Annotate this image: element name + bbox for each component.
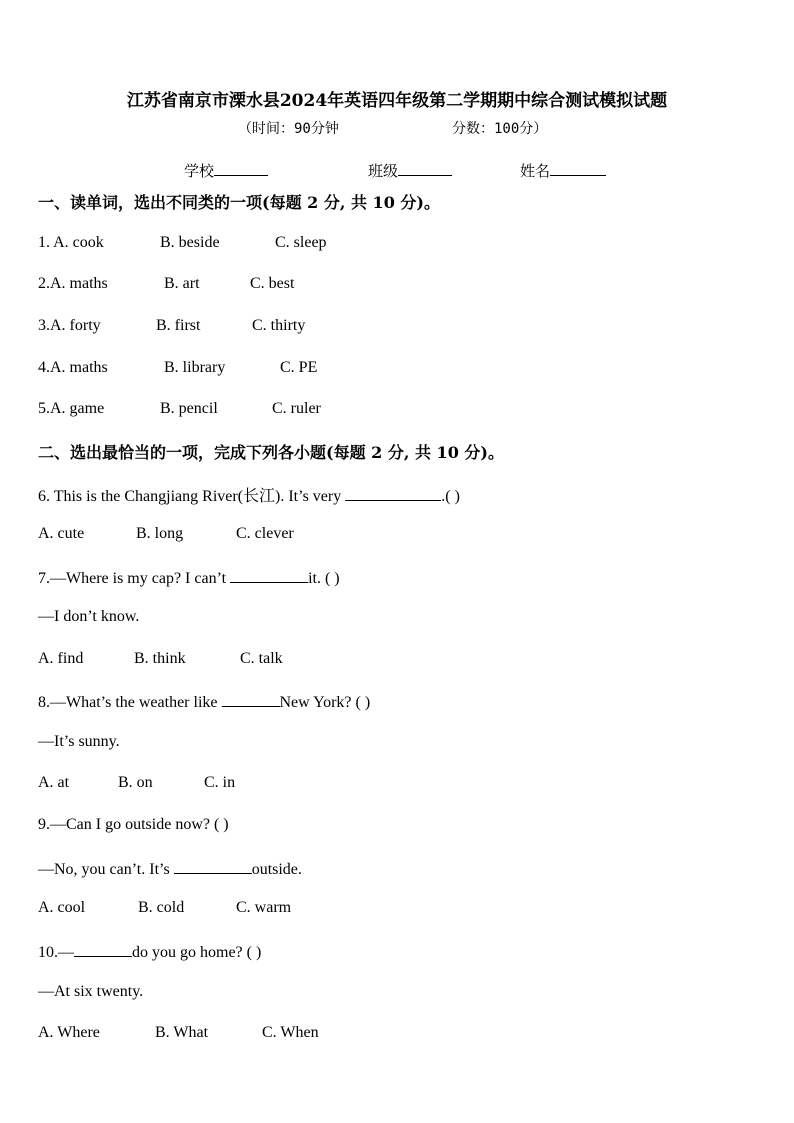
- class-blank[interactable]: [398, 161, 452, 176]
- question-3-option-b: B. first: [156, 317, 201, 334]
- question-7-answer-paren: it. ( ): [308, 570, 340, 587]
- question-3-option-a: 3.A. forty: [38, 317, 101, 334]
- question-5-option-b: B. pencil: [160, 400, 218, 417]
- question-7-option-b: B. think: [134, 650, 186, 667]
- question-2-option-a: 2.A. maths: [38, 275, 108, 292]
- question-7-option-a: A. find: [38, 650, 84, 667]
- question-9-reply-text: —No, you can’t. It’s: [38, 861, 174, 878]
- section-1-heading: 一、读单词，选出不同类的一项(每题 2 分, 共 10 分)。: [38, 193, 440, 212]
- question-9-option-b: B. cold: [138, 899, 185, 916]
- question-9-reply: [38, 858, 302, 879]
- question-10-number: 10.—: [38, 944, 74, 961]
- question-1-option-c: C. sleep: [275, 234, 327, 251]
- question-1-option-a: 1. A. cook: [38, 234, 104, 251]
- question-6-option-b: B. long: [136, 525, 184, 542]
- question-5-option-c: C. ruler: [272, 400, 321, 417]
- class-field: [368, 160, 452, 181]
- question-6-blank[interactable]: [345, 485, 441, 501]
- question-8-reply: —It’s sunny.: [38, 733, 120, 750]
- exam-score: 分数：100分）: [452, 121, 548, 137]
- question-8-answer-paren: New York? ( ): [279, 694, 371, 711]
- exam-time: （时间：90分钟: [238, 121, 339, 137]
- question-10-reply: —At six twenty.: [38, 983, 144, 1000]
- question-6-option-c: C. clever: [236, 525, 294, 542]
- question-4-option-b: B. library: [164, 359, 226, 376]
- section-2-heading: 二、选出最恰当的一项，完成下列各小题(每题 2 分, 共 10 分)。: [38, 443, 504, 462]
- question-10-text: do you go home? ( ): [132, 944, 262, 961]
- question-8-text: 8.—What’s the weather like: [38, 694, 222, 711]
- class-label: 班级: [368, 162, 399, 180]
- question-2-option-b: B. art: [164, 275, 200, 292]
- question-8-stem: [38, 691, 370, 712]
- question-5-option-a: 5.A. game: [38, 400, 105, 417]
- question-7-option-c: C. talk: [240, 650, 283, 667]
- question-9-stem: 9.—Can I go outside now? ( ): [38, 816, 229, 833]
- question-6-stem: [38, 483, 460, 506]
- name-label: 姓名: [520, 162, 551, 180]
- question-9-option-a: A. cool: [38, 899, 86, 916]
- school-blank[interactable]: [214, 161, 268, 176]
- question-7-blank[interactable]: [230, 567, 308, 583]
- question-8-option-c: C. in: [204, 774, 236, 791]
- question-10-blank[interactable]: [74, 941, 132, 957]
- page-title: 江苏省南京市溧水县2024年英语四年级第二学期期中综合测试模拟试题: [126, 91, 668, 111]
- question-10-option-c: C. When: [262, 1024, 319, 1041]
- question-8-option-b: B. on: [118, 774, 153, 791]
- question-10-option-a: A. Where: [38, 1024, 100, 1041]
- question-9-reply-end: outside.: [251, 861, 302, 878]
- question-1-option-b: B. beside: [160, 234, 220, 251]
- question-2-option-c: C. best: [250, 275, 295, 292]
- question-4-option-a: 4.A. maths: [38, 359, 108, 376]
- question-7-stem: [38, 567, 340, 588]
- question-4-option-c: C. PE: [280, 359, 318, 376]
- question-8-blank[interactable]: [222, 691, 280, 707]
- name-field: [520, 160, 606, 181]
- question-10-option-b: B. What: [155, 1024, 209, 1041]
- question-6-option-a: A. cute: [38, 525, 85, 542]
- question-10-stem: [38, 941, 261, 962]
- question-9-blank[interactable]: [174, 858, 252, 874]
- question-6-text: 6. This is the Changjiang River(长江). It’s very: [38, 488, 346, 505]
- question-7-reply: —I don’t know.: [38, 608, 140, 625]
- name-blank[interactable]: [550, 161, 606, 176]
- question-6-answer-paren: .( ): [441, 488, 460, 505]
- question-7-text: 7.—Where is my cap? I can’t: [38, 570, 231, 587]
- question-8-option-a: A. at: [38, 774, 70, 791]
- school-field: [184, 160, 268, 181]
- question-3-option-c: C. thirty: [252, 317, 306, 334]
- school-label: 学校: [184, 162, 215, 180]
- question-9-option-c: C. warm: [236, 899, 292, 916]
